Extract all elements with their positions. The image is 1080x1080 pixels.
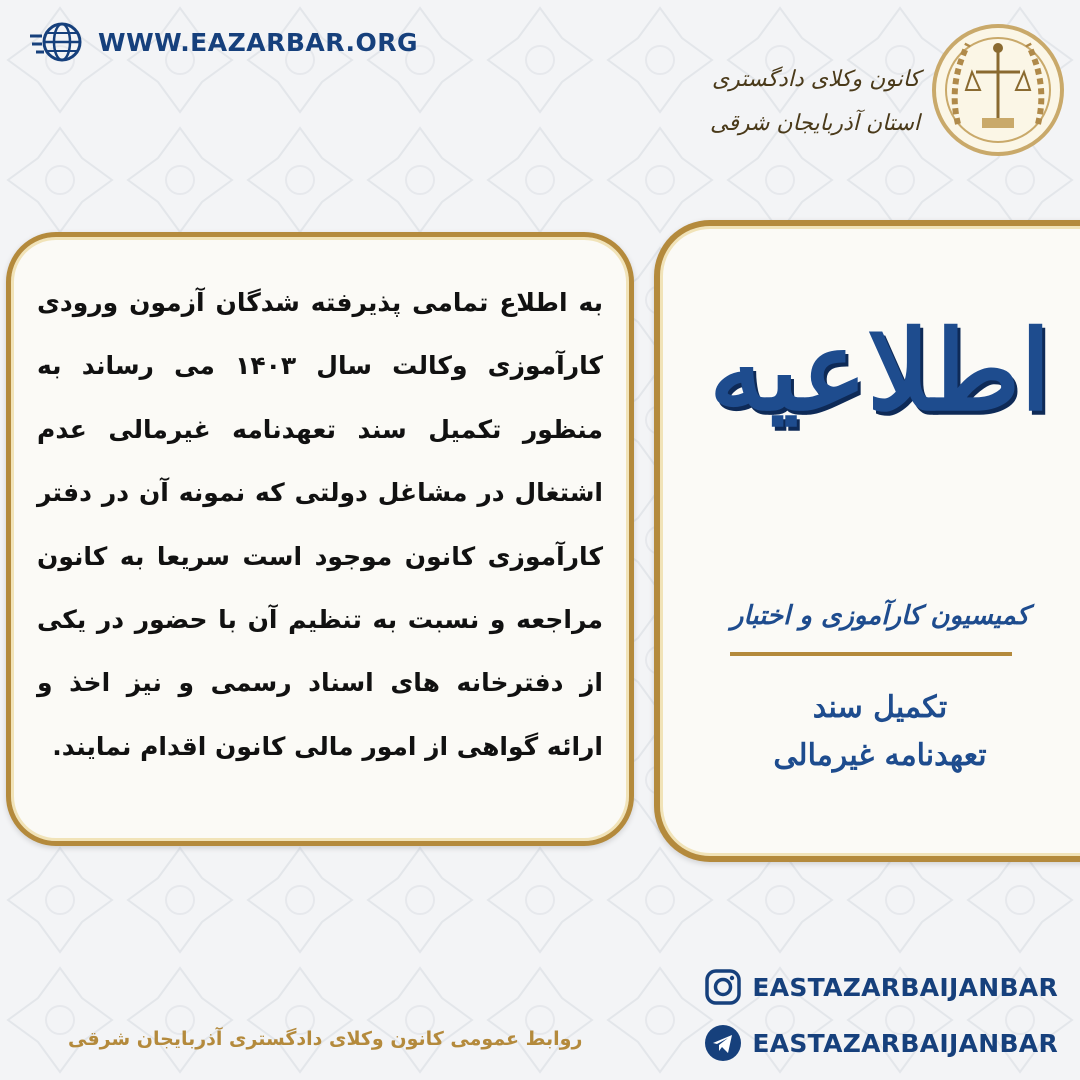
org-name [710, 58, 920, 146]
subject-line-1: تکمیل سند [812, 690, 948, 725]
telegram-link[interactable] [704, 1024, 1058, 1062]
bar-association-logo [638, 14, 1068, 174]
org-name-line1: کانون وکلای دادگستری [711, 67, 920, 92]
notice-body: به اطلاع تمامی پذیرفته شدگان آزمون ورودی کارآموزی وکالت سال ۱۴۰۳ می رساند به منظور تکمیل سند تعهدنامه غیرمالی عدم اشتغال در مشاغل دولتی که نمونه آن در دفتر کارآموزی کانون موجود است سریعا به کانون مراجعه و نسبت به تنظیم آن با حضور در یکی از دفترخانه های اسناد رسمی و نیز اخذ و ارائه گواهی از امور مالی کانون اقدام نمایند. [37, 288, 604, 761]
footer-credit: روابط عمومی کانون وکلای دادگستری آذربایجان شرقی [68, 1028, 583, 1050]
notice-title: اطلاعیه [709, 306, 1051, 435]
notice-text-panel [6, 232, 634, 846]
title-panel [654, 220, 1080, 862]
seal-emblem-icon [928, 14, 1068, 164]
telegram-handle: EASTAZARBAIJANBAR [752, 1028, 1058, 1058]
subject-line-2: تعهدنامه غیرمالی [773, 738, 987, 773]
telegram-icon [704, 1024, 742, 1062]
website-url: WWW.EAZARBAR.ORG [98, 27, 418, 57]
instagram-icon [704, 968, 742, 1006]
commission-name: کمیسیون کارآموزی و اختبار [730, 601, 1030, 631]
instagram-link[interactable] [704, 968, 1058, 1006]
divider [730, 652, 1012, 656]
website-link[interactable] [28, 22, 418, 62]
globe-icon [28, 22, 86, 62]
instagram-handle: EASTAZARBAIJANBAR [752, 972, 1058, 1002]
org-name-line2: استان آذربایجان شرقی [710, 111, 920, 136]
